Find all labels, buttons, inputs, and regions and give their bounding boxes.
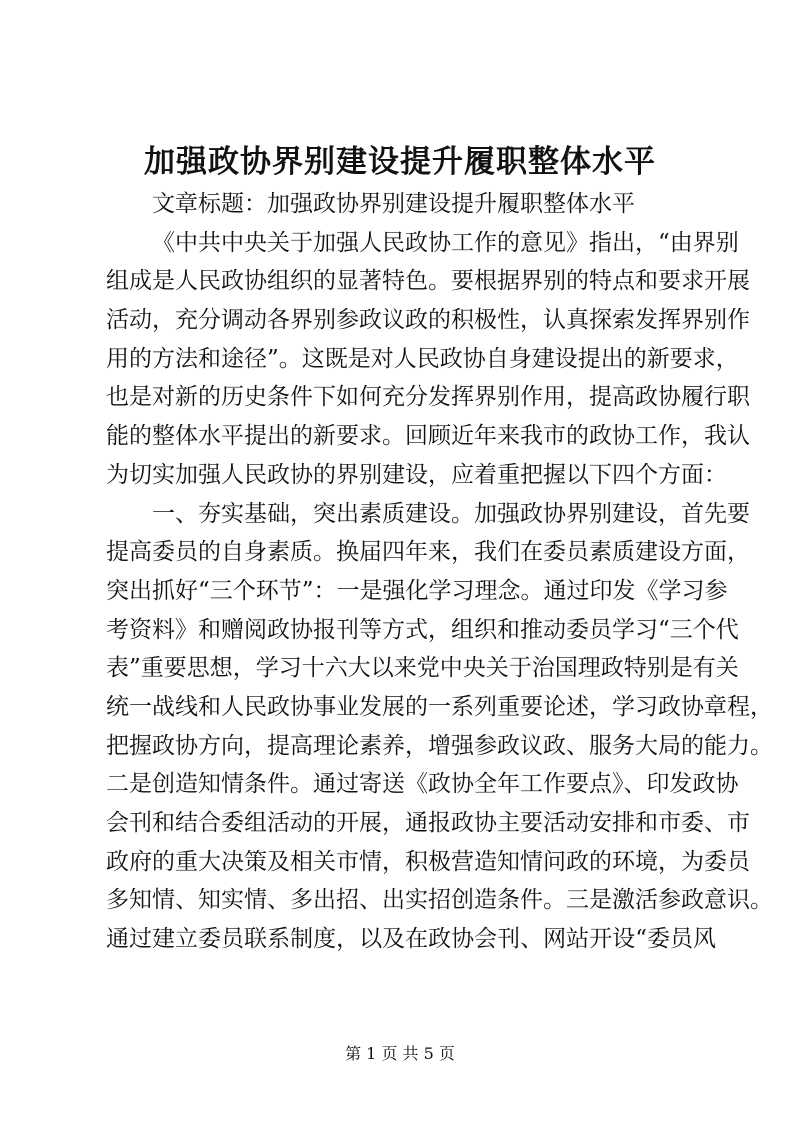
paragraph-line: 多知情、知实情、多出招、出实招创造条件。三是激活参政意识。 xyxy=(106,887,773,914)
paragraph-line: 通过建立委员联系制度，以及在政协会刊、网站开设“委员风 xyxy=(106,926,716,953)
paragraph-line: 考资料》和赠阅政协报刊等方式，组织和推动委员学习“三个代 xyxy=(106,616,739,643)
paragraph-line: 突出抓好“三个环节”：一是强化学习理念。通过印发《学习参 xyxy=(106,577,728,604)
paragraph-line: 会刊和结合委组活动的开展，通报政协主要活动安排和市委、市 xyxy=(106,810,750,836)
paragraph-line: 把握政协方向，提高理论素养，增强参政议政、服务大局的能力。 xyxy=(106,732,773,759)
paragraph-line: 一、夯实基础，突出素质建设。加强政协界别建设，首先要 xyxy=(152,500,750,527)
paragraph-line: 《中共中央关于加强人民政协工作的意见》指出，“由界别 xyxy=(152,229,739,256)
paragraph-line: 组成是人民政协组织的显著特色。要根据界别的特点和要求开展 xyxy=(106,268,750,295)
paragraph-line: 表”重要思想，学习十六大以来党中央关于治国理政特别是有关 xyxy=(106,655,739,682)
paragraph-line: 为切实加强人民政协的界别建设，应着重把握以下四个方面： xyxy=(106,461,727,488)
paragraph-line: 二是创造知情条件。通过寄送《政协全年工作要点》、印发政协 xyxy=(106,771,739,798)
paragraph-line: 统一战线和人民政协事业发展的一系列重要论述，学习政协章程， xyxy=(106,693,773,720)
page-number-footer: 第 1 页 共 5 页 xyxy=(345,1044,455,1063)
paragraph-line: 也是对新的历史条件下如何充分发挥界别作用，提高政协履行职 xyxy=(106,384,750,411)
subtitle-line: 文章标题：加强政协界别建设提升履职整体水平 xyxy=(152,191,635,217)
paragraph-line: 用的方法和途径”。这既是对人民政协自身建设提出的新要求， xyxy=(106,345,739,372)
paragraph-line: 能的整体水平提出的新要求。回顾近年来我市的政协工作，我认 xyxy=(106,423,750,450)
paragraph-line: 政府的重大决策及相关市情，积极营造知情问政的环境，为委员 xyxy=(106,848,750,875)
page-title: 加强政协界别建设提升履职整体水平 xyxy=(144,144,656,180)
paragraph-line: 提高委员的自身素质。换届四年来，我们在委员素质建设方面， xyxy=(106,539,750,566)
paragraph-line: 活动，充分调动各界别参政议政的积极性，认真探索发挥界别作 xyxy=(106,307,750,334)
document-body xyxy=(106,185,773,959)
